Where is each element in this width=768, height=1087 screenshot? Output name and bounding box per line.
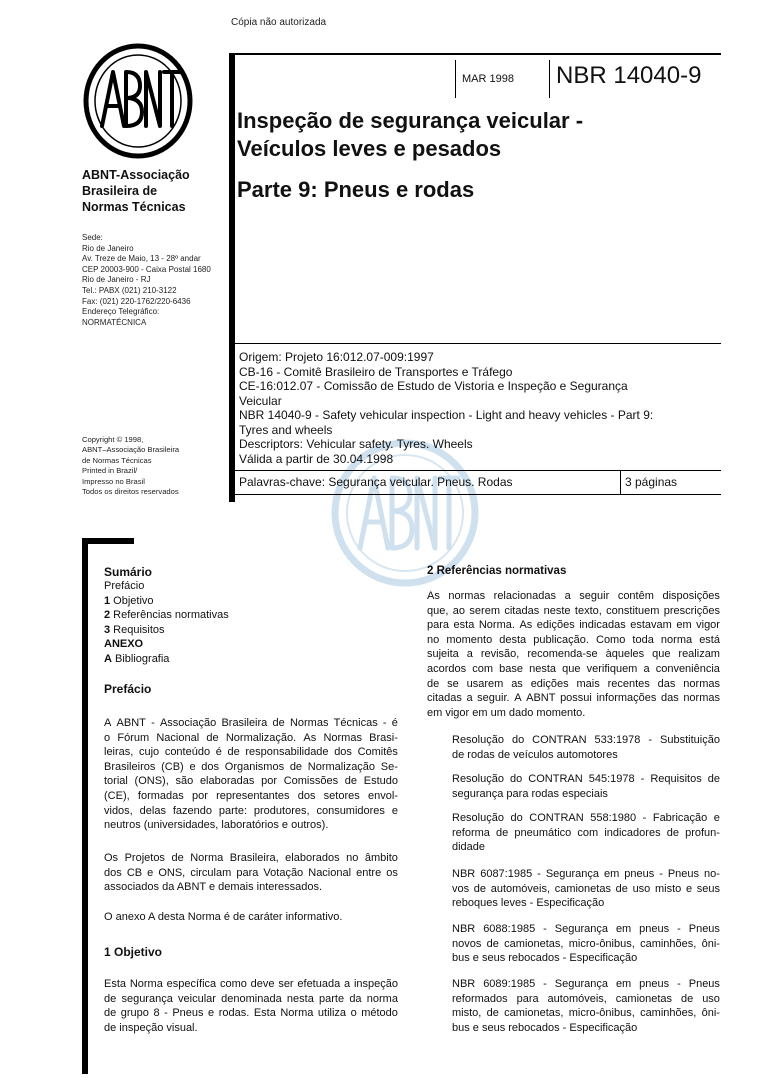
summary-item: A Bibliografia [104, 652, 170, 665]
summary-item: Prefácio [104, 580, 145, 592]
summary-heading: Sumário [104, 565, 153, 579]
reference-item: NBR 6088:1985 - Segurança em pneus - Pneus novos de camionetas, micro-ônibus, caminhões, ôni- bus e seus rebocados - Especificação [452, 923, 720, 965]
summary-item: ANEXO [104, 638, 144, 651]
copy-notice: Cópia não autorizada [231, 17, 327, 28]
summary-item: 3 Requisitos [104, 623, 165, 636]
objetivo-heading: 1 Objetivo [104, 945, 163, 959]
keywords-separator [620, 470, 621, 495]
date-separator [455, 60, 456, 98]
reference-item: Resolução do CONTRAN 545:1978 - Requisitos de segurança para rodas especiais [452, 773, 720, 800]
keywords-rule-bottom [233, 494, 721, 495]
summary-item: 2 Referências normativas [104, 609, 229, 622]
body-frame-vertical [82, 538, 88, 1074]
referencias-intro: As normas relacionadas a seguir contêm disposições que, ao serem citadas neste texto, constituem prescrições para esta Norma. As edições indicadas estavam em vigor no momento desta publicação. Como toda norma está sujeita a revisão, recomenda-se àqueles que realizam acordos com base nesta que verifiquem a conveniência de se usarem as edições mais recentes das normas citadas a seguir. A ABNT possui informações das normas em vigor em um dado momento. [427, 590, 720, 719]
prefacio-paragraph-2: Os Projetos de Norma Brasileira, elaborados no âmbito dos CB e ONS, circulam para Votação Nacional entre os associados da ABNT e demais interessados. [104, 852, 398, 894]
summary-item: 1 Objetivo [104, 594, 154, 607]
prefacio-paragraph-3: O anexo A desta Norma é de caráter informativo. [104, 911, 343, 923]
abnt-logo [82, 42, 194, 160]
reference-item: NBR 6087:1985 - Segurança em pneus - Pneus no- vos de automóveis, camionetas de uso misto e seus reboques leves - Especificação [452, 868, 720, 910]
prefacio-heading: Prefácio [104, 682, 152, 696]
standard-code: NBR 14040-9 [556, 62, 702, 89]
reference-item: NBR 6089:1985 - Segurança em pneus - Pneus reformados para automóveis, camionetas de uso misto, de camionetas, micro-ônibus, caminhões, ôni- bus e seus rebocados - Especificação [452, 978, 720, 1034]
prefacio-paragraph-1: A ABNT - Associação Brasileira de Normas Técnicas - é o Fórum Nacional de Normalização. As Normas Brasi- leiras, cujo conteúdo é de responsabilidade dos Comitês Brasileiros (CB) e dos Organismos de Normalização Se- torial (ONS), são elaboradas por Comissões de Estudo (CE), formadas por representantes dos setores envol- vidos, delas fazendo parte: produtores, consumidores e neutros (universidades, laboratórios e outros). [104, 717, 398, 832]
header-rule [233, 53, 721, 55]
vertical-rule [229, 53, 235, 502]
org-address: Sede: Rio de Janeiro Av. Treze de Maio, 13 - 28º andar CEP 20003-900 - Caixa Postal 1680 Rio de Janeiro - RJ Tel.: PABX (021) 210-3122 Fax: (021) 220-1762/220-6436 Endereço Telegráfico: NORMATÉCNICA [82, 233, 211, 327]
keywords: Palavras-chave: Segurança veicular. Pneus. Rodas [239, 475, 513, 489]
page-count: 3 páginas [625, 475, 678, 489]
publication-date: MAR 1998 [462, 73, 514, 85]
info-rule [233, 343, 721, 344]
origin-info: Origem: Projeto 16:012.07-009:1997 CB-16 - Comitê Brasileiro de Transportes e Tráfego CE-16:012.07 - Comissão de Estudo de Vistoria e Inspeção e Segurança Veicular NBR 14040-9 - Safety vehicular inspection - Light and heavy vehicles - Part 9: Tyres and wheels Descriptors: Vehicular safety. Tyres. Wheels Válida a partir de 30.04.1998 [239, 350, 654, 466]
objetivo-paragraph: Esta Norma específica como deve ser efetuada a inspeção de segurança veicular denominada nesta parte da norma de grupo 8 - Pneus e rodas. Esta Norma utiliza o método de inspeção visual. [104, 978, 398, 1034]
org-name: ABNT-Associação Brasileira de Normas Técnicas [82, 168, 190, 214]
referencias-heading: 2 Referências normativas [427, 565, 567, 577]
document-title: Inspeção de segurança veicular - Veículos leves e pesados [237, 108, 584, 161]
document-subtitle: Parte 9: Pneus e rodas [237, 177, 475, 202]
reference-item: Resolução do CONTRAN 558:1980 - Fabricação e reforma de pneumático com indicadores de profun- didade [452, 812, 720, 854]
body-frame-horizontal [82, 538, 134, 544]
summary-list [104, 579, 229, 667]
copyright-notice: Copyright © 1998, ABNT–Associação Brasileira de Normas Técnicas Printed in Brazil/ Impresso no Brasil Todos os direitos reservados [82, 435, 180, 497]
code-separator [549, 60, 550, 98]
reference-item: Resolução do CONTRAN 533:1978 - Substituição de rodas de veículos automotores [452, 734, 720, 761]
keywords-rule-top [233, 470, 721, 471]
